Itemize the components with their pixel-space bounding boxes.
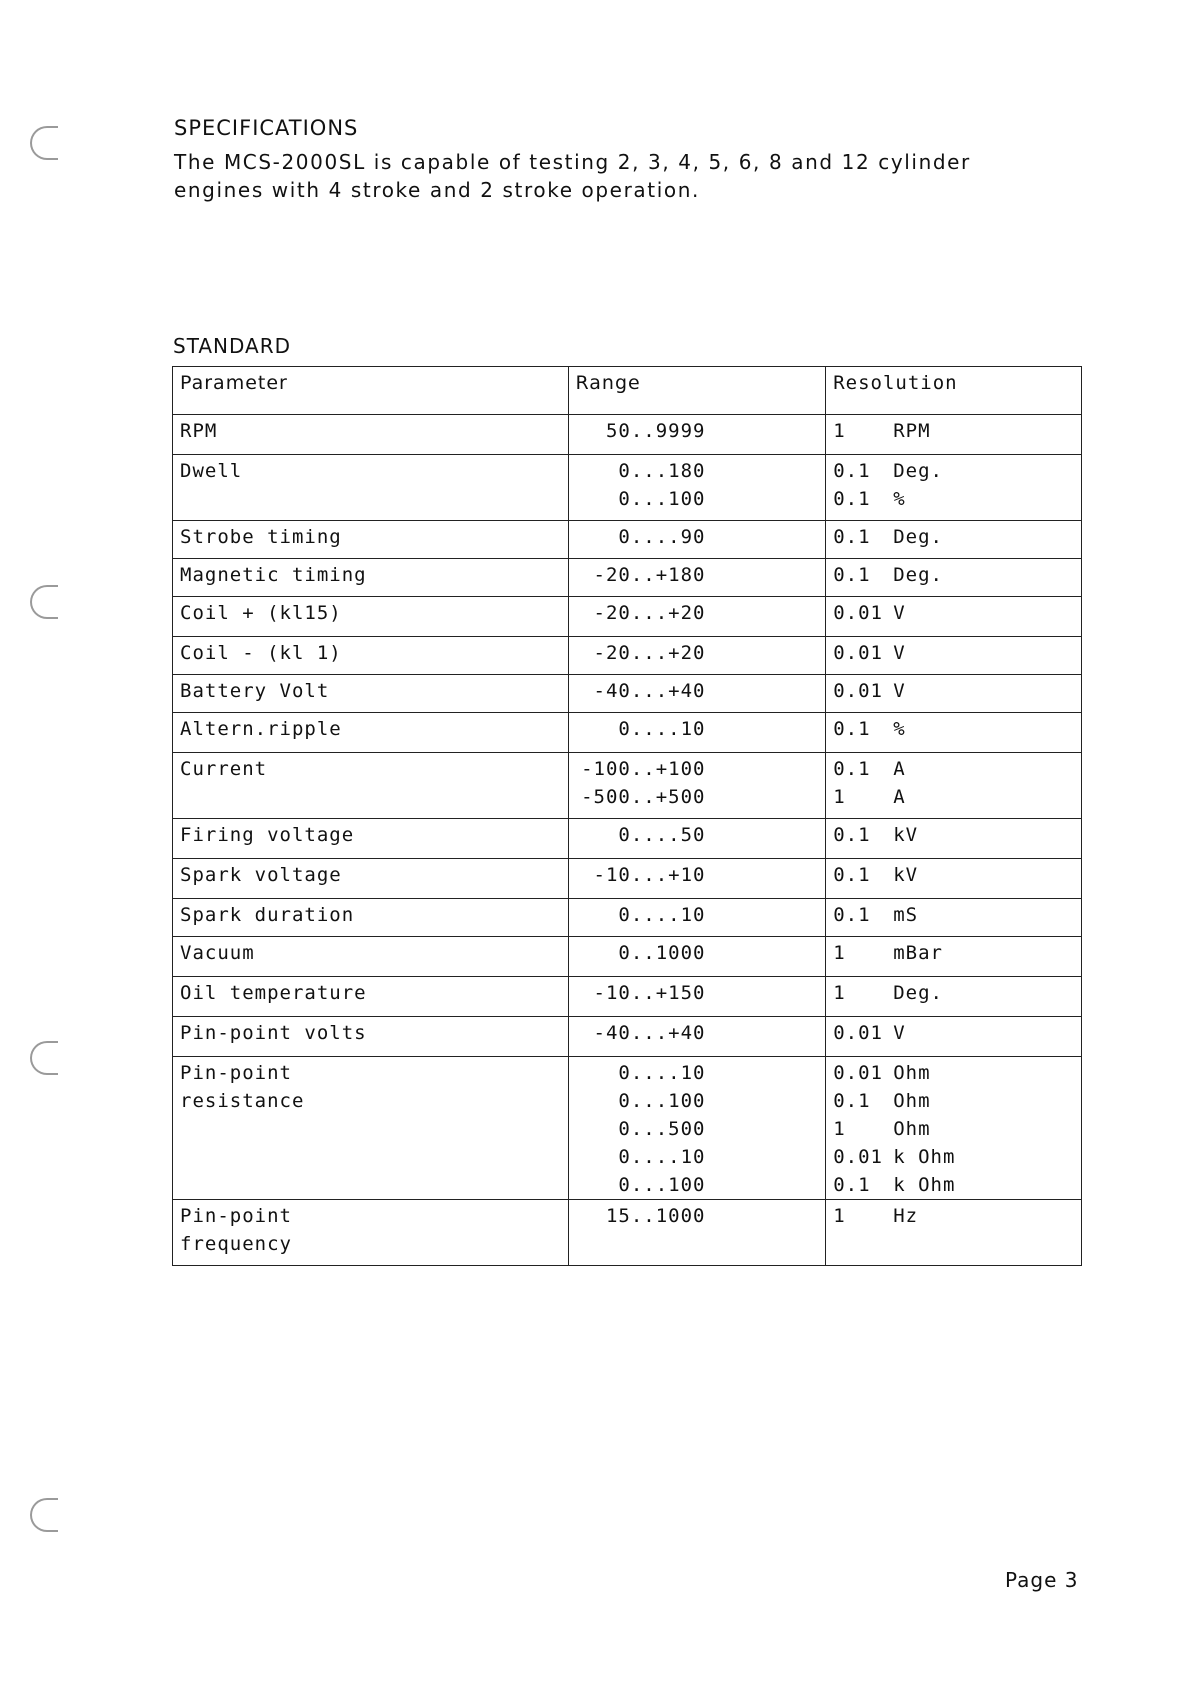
resolution-line: [833, 523, 1074, 551]
resolution-unit: Ohm: [893, 1090, 931, 1112]
range-value: -40...+40: [593, 1022, 706, 1044]
table-row: [173, 977, 1082, 1017]
parameter-cell: [173, 521, 569, 559]
resolution-line: [833, 639, 1074, 667]
table-row: [173, 753, 1082, 819]
resolution-value: 1: [833, 982, 846, 1004]
parameter-cell: [173, 1057, 569, 1200]
table-row: [173, 1200, 1082, 1266]
parameter-cell: [173, 713, 569, 753]
table-row: [173, 1017, 1082, 1057]
parameter-cell: [173, 1200, 569, 1266]
parameter-cell: [173, 559, 569, 597]
resolution-line: [833, 755, 1074, 783]
resolution-cell: [826, 597, 1082, 637]
parameter-label: Current: [180, 758, 268, 780]
resolution-cell: [826, 1057, 1082, 1200]
range-cell: [568, 1057, 826, 1200]
resolution-value: 0.1: [833, 460, 871, 482]
range-value: 0...100: [618, 1174, 706, 1196]
range-value: 0....10: [618, 1062, 706, 1084]
range-value: -40...+40: [593, 680, 706, 702]
range-value: -20...+20: [593, 642, 706, 664]
range-cell: [568, 521, 826, 559]
table-row: [173, 597, 1082, 637]
resolution-unit: Hz: [893, 1205, 919, 1227]
resolution-unit: Deg.: [893, 460, 943, 482]
parameter-label: Battery Volt: [180, 680, 330, 702]
range-value: -10...+10: [593, 864, 706, 886]
parameter-label: Spark voltage: [180, 864, 342, 886]
range-cell: [568, 977, 826, 1017]
parameter-cell: [173, 819, 569, 859]
range-cell: [568, 819, 826, 859]
resolution-value: 0.1: [833, 904, 871, 926]
parameter-label: frequency: [180, 1233, 292, 1255]
range-value: 0...500: [618, 1118, 706, 1140]
binder-hole-mark: [30, 1041, 58, 1075]
resolution-line: [833, 821, 1074, 849]
parameter-cell: [173, 597, 569, 637]
resolution-cell: [826, 415, 1082, 455]
range-cell: [568, 597, 826, 637]
range-value: -20...+20: [593, 602, 706, 624]
page-number: Page 3: [1005, 1568, 1079, 1592]
range-cell: [568, 675, 826, 713]
resolution-line: [833, 1171, 1074, 1199]
range-cell: [568, 559, 826, 597]
resolution-cell: [826, 937, 1082, 977]
specifications-table: [172, 366, 1082, 1266]
parameter-label: Pin-point: [180, 1205, 292, 1227]
resolution-value: 0.1: [833, 824, 871, 846]
table-row: [173, 899, 1082, 937]
resolution-cell: [826, 559, 1082, 597]
parameter-label: Vacuum: [180, 942, 255, 964]
resolution-line: [833, 677, 1074, 705]
resolution-value: 0.1: [833, 718, 871, 740]
resolution-unit: kV: [893, 824, 919, 846]
table-title: STANDARD: [173, 334, 292, 358]
resolution-line: [833, 979, 1074, 1007]
resolution-value: 1: [833, 1205, 846, 1227]
resolution-value: 0.1: [833, 564, 871, 586]
resolution-unit: mBar: [893, 942, 943, 964]
resolution-line: [833, 901, 1074, 929]
parameter-label: Coil + (kl15): [180, 602, 342, 624]
resolution-value: 0.01: [833, 1062, 883, 1084]
range-cell: [568, 455, 826, 521]
range-value: -500..+500: [581, 786, 706, 808]
parameter-label: Spark duration: [180, 904, 355, 926]
resolution-unit: Ohm: [893, 1118, 931, 1140]
resolution-line: [833, 561, 1074, 589]
range-value: -10..+150: [593, 982, 706, 1004]
resolution-value: 0.1: [833, 758, 871, 780]
parameter-cell: [173, 637, 569, 675]
parameter-label: Firing voltage: [180, 824, 355, 846]
resolution-unit: %: [893, 718, 906, 740]
resolution-value: 0.1: [833, 1090, 871, 1112]
resolution-cell: [826, 819, 1082, 859]
resolution-line: [833, 715, 1074, 743]
resolution-line: [833, 1019, 1074, 1047]
resolution-value: 1: [833, 1118, 846, 1140]
resolution-cell: [826, 899, 1082, 937]
resolution-value: 1: [833, 786, 846, 808]
range-value: 15..1000: [605, 1205, 706, 1227]
parameter-cell: [173, 415, 569, 455]
parameter-label: Oil temperature: [180, 982, 367, 1004]
resolution-line: [833, 1202, 1074, 1230]
parameter-label: resistance: [180, 1090, 305, 1112]
parameter-cell: [173, 977, 569, 1017]
table-row: [173, 415, 1082, 455]
resolution-unit: mS: [893, 904, 919, 926]
range-cell: [568, 415, 826, 455]
range-cell: [568, 899, 826, 937]
resolution-line: [833, 417, 1074, 445]
range-cell: [568, 713, 826, 753]
resolution-cell: [826, 1200, 1082, 1266]
intro-paragraph: The MCS-2000SL is capable of testing 2, 3, 4, 5, 6, 8 and 12 cylinder engines with 4 stroke and 2 stroke operation.: [174, 150, 971, 202]
resolution-unit: V: [893, 1022, 906, 1044]
resolution-value: 0.01: [833, 642, 883, 664]
resolution-unit: RPM: [893, 420, 931, 442]
range-value: 50..9999: [605, 420, 706, 442]
range-value: 0...100: [618, 1090, 706, 1112]
resolution-cell: [826, 675, 1082, 713]
range-value: -100..+100: [581, 758, 706, 780]
resolution-value: 0.1: [833, 864, 871, 886]
parameter-cell: [173, 1017, 569, 1057]
resolution-unit: Deg.: [893, 526, 943, 548]
range-value: 0...100: [618, 488, 706, 510]
resolution-cell: [826, 521, 1082, 559]
range-value: 0....50: [618, 824, 706, 846]
resolution-value: 0.01: [833, 1022, 883, 1044]
resolution-line: [833, 1143, 1074, 1171]
resolution-unit: kV: [893, 864, 919, 886]
parameter-cell: [173, 899, 569, 937]
binder-hole-mark: [30, 585, 58, 619]
resolution-unit: Deg.: [893, 564, 943, 586]
range-cell: [568, 1017, 826, 1057]
parameter-cell: [173, 455, 569, 521]
resolution-unit: %: [893, 488, 906, 510]
parameter-label: Dwell: [180, 460, 243, 482]
range-value: 0....10: [618, 1146, 706, 1168]
table-row: [173, 637, 1082, 675]
range-cell: [568, 753, 826, 819]
resolution-unit: Ohm: [893, 1062, 931, 1084]
table-header-row: [173, 367, 1082, 415]
resolution-line: [833, 1087, 1074, 1115]
resolution-cell: [826, 1017, 1082, 1057]
table-row: [173, 819, 1082, 859]
resolution-unit: V: [893, 680, 906, 702]
resolution-unit: k Ohm: [893, 1174, 956, 1196]
table-body: [173, 415, 1082, 1266]
parameter-cell: [173, 859, 569, 899]
header-parameter: Parameter: [173, 367, 569, 415]
resolution-unit: A: [893, 758, 906, 780]
resolution-cell: [826, 753, 1082, 819]
resolution-value: 0.1: [833, 488, 871, 510]
parameter-label: Coil - (kl 1): [180, 642, 342, 664]
resolution-value: 1: [833, 420, 846, 442]
resolution-unit: A: [893, 786, 906, 808]
range-value: 0...180: [618, 460, 706, 482]
table-row: [173, 675, 1082, 713]
resolution-cell: [826, 977, 1082, 1017]
table-row: [173, 713, 1082, 753]
table-row: [173, 937, 1082, 977]
resolution-line: [833, 783, 1074, 811]
range-value: -20..+180: [593, 564, 706, 586]
resolution-value: 0.01: [833, 1146, 883, 1168]
header-range: Range: [568, 367, 826, 415]
resolution-line: [833, 1059, 1074, 1087]
resolution-line: [833, 939, 1074, 967]
parameter-cell: [173, 675, 569, 713]
resolution-cell: [826, 859, 1082, 899]
range-cell: [568, 637, 826, 675]
resolution-line: [833, 599, 1074, 627]
range-value: 0....10: [618, 718, 706, 740]
parameter-label: Pin-point volts: [180, 1022, 367, 1044]
resolution-value: 0.01: [833, 602, 883, 624]
binder-hole-mark: [30, 1498, 58, 1532]
range-value: 0....10: [618, 904, 706, 926]
resolution-value: 1: [833, 942, 846, 964]
resolution-unit: k Ohm: [893, 1146, 956, 1168]
parameter-label: Magnetic timing: [180, 564, 367, 586]
resolution-unit: Deg.: [893, 982, 943, 1004]
parameter-label: Altern.ripple: [180, 718, 342, 740]
resolution-value: 0.1: [833, 526, 871, 548]
table-row: [173, 521, 1082, 559]
resolution-value: 0.1: [833, 1174, 871, 1196]
range-value: 0....90: [618, 526, 706, 548]
resolution-line: [833, 1115, 1074, 1143]
resolution-unit: V: [893, 602, 906, 624]
binder-hole-mark: [30, 126, 58, 160]
resolution-cell: [826, 455, 1082, 521]
parameter-label: Strobe timing: [180, 526, 342, 548]
table-row: [173, 1057, 1082, 1200]
resolution-cell: [826, 713, 1082, 753]
table-row: [173, 455, 1082, 521]
range-value: 0..1000: [618, 942, 706, 964]
table-row: [173, 559, 1082, 597]
resolution-unit: V: [893, 642, 906, 664]
parameter-cell: [173, 753, 569, 819]
resolution-cell: [826, 637, 1082, 675]
section-title: SPECIFICATIONS: [174, 116, 359, 140]
resolution-line: [833, 485, 1074, 513]
parameter-label: Pin-point: [180, 1062, 292, 1084]
resolution-value: 0.01: [833, 680, 883, 702]
range-cell: [568, 937, 826, 977]
resolution-line: [833, 457, 1074, 485]
header-resolution: Resolution: [826, 367, 1082, 415]
range-cell: [568, 1200, 826, 1266]
parameter-cell: [173, 937, 569, 977]
resolution-line: [833, 861, 1074, 889]
parameter-label: RPM: [180, 420, 218, 442]
table-row: [173, 859, 1082, 899]
range-cell: [568, 859, 826, 899]
